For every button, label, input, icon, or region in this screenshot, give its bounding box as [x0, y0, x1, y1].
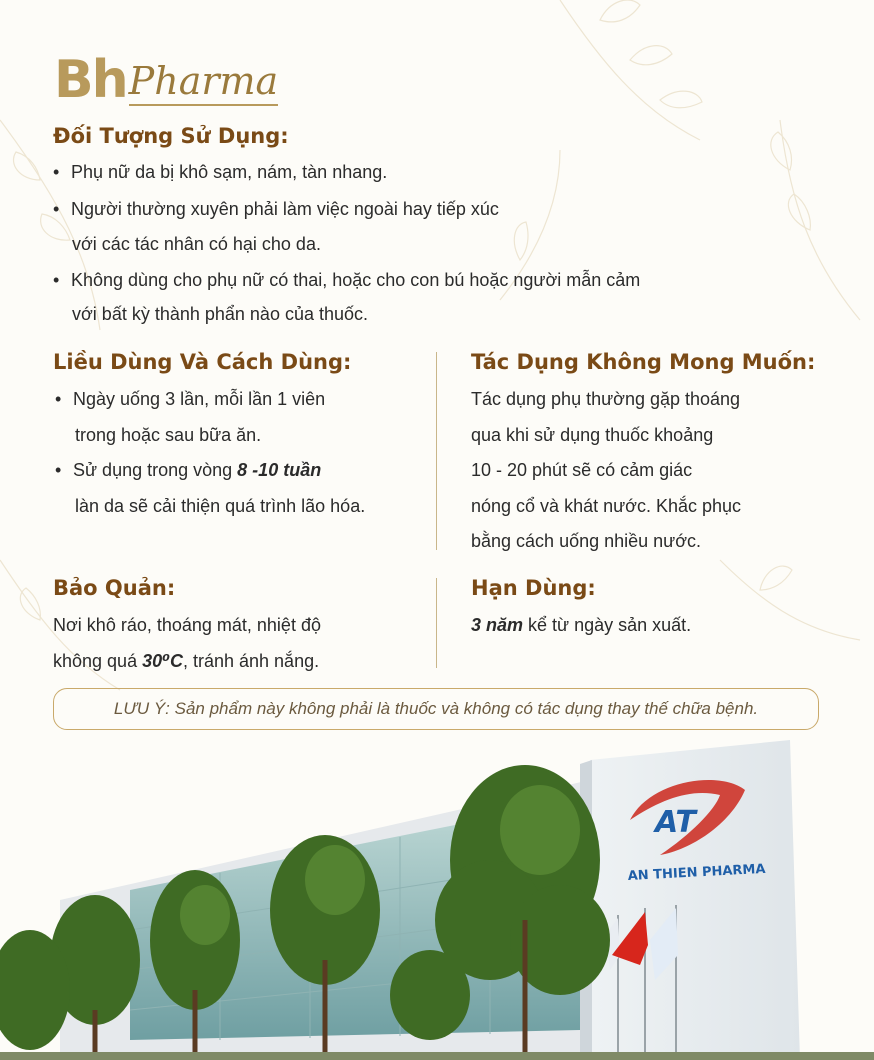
building-logo-text: AT [655, 805, 696, 840]
bullet-lieu-dung-1: • Ngày uống 3 lần, mỗi lần 1 viên [73, 382, 325, 417]
tac-dung-line-3: 10 - 20 phút sẽ có cảm giác [471, 460, 693, 480]
han-dung-rest: kể từ ngày sản xuất. [523, 615, 692, 635]
heading-bao-quan: Bảo Quản: [53, 576, 176, 600]
bullet-lieu-dung-2-cont: làn da sẽ cải thiện quá trình lão hóa. [75, 496, 366, 516]
bullet-doi-tuong-3-cont: với bất kỳ thành phẩn nào của thuốc. [72, 304, 369, 324]
column-divider-bottom [436, 578, 437, 668]
column-divider-top [436, 352, 437, 550]
brand-logo [54, 46, 279, 110]
tac-dung-line-4: nóng cổ và khát nước. Khắc phục [471, 496, 742, 516]
tac-dung-line-1: Tác dụng phụ thường gặp thoáng [471, 389, 741, 409]
bao-quan-temperature: 30⁰C [142, 651, 183, 671]
bullet-lieu-dung-1-cont: trong hoặc sau bữa ăn. [75, 425, 262, 445]
tac-dung-line-2: qua khi sử dụng thuốc khoảng [471, 425, 714, 445]
tac-dung-line-5: bằng cách uống nhiều nước. [471, 531, 702, 551]
heading-lieu-dung: Liều Dùng Và Cách Dùng: [53, 350, 352, 374]
factory-building-image [0, 740, 874, 1060]
warning-note: LƯU Ý: Sản phẩm này không phải là thuốc và không có tác dụng thay thế chữa bệnh. [53, 688, 819, 730]
bao-quan-text: không quá [53, 651, 143, 671]
bao-quan-line-2 [53, 644, 319, 679]
lieu-dung-2-text: Sử dụng trong vòng [73, 460, 238, 480]
bullet-lieu-dung-2 [73, 453, 321, 488]
bullet-doi-tuong-2: • Người thường xuyên phải làm việc ngoài hay tiếp xúc [71, 192, 499, 227]
bullet-doi-tuong-3: • Không dùng cho phụ nữ có thai, hoặc cho con bú hoặc người mẫn cảm [71, 263, 640, 298]
bao-quan-text-end: , tránh ánh nắng. [182, 651, 320, 671]
logo-pharma: Pharma [129, 62, 279, 106]
bullet-doi-tuong-2-cont: với các tác nhân có hại cho da. [72, 234, 321, 254]
han-dung-period: 3 năm [471, 615, 524, 635]
han-dung-text [471, 608, 691, 643]
logo-bh: Bh [54, 50, 127, 110]
heading-tac-dung: Tác Dụng Không Mong Muốn: [471, 350, 816, 374]
heading-doi-tuong: Đối Tượng Sử Dụng: [53, 124, 289, 148]
lieu-dung-duration: 8 -10 tuần [237, 460, 322, 480]
heading-han-dung: Hạn Dùng: [471, 576, 596, 600]
bullet-doi-tuong-1: • Phụ nữ da bị khô sạm, nám, tàn nhang. [71, 155, 387, 190]
bao-quan-line-1: Nơi khô ráo, thoáng mát, nhiệt độ [53, 615, 321, 635]
building-sign: AN THIEN PHARMA [627, 861, 766, 884]
